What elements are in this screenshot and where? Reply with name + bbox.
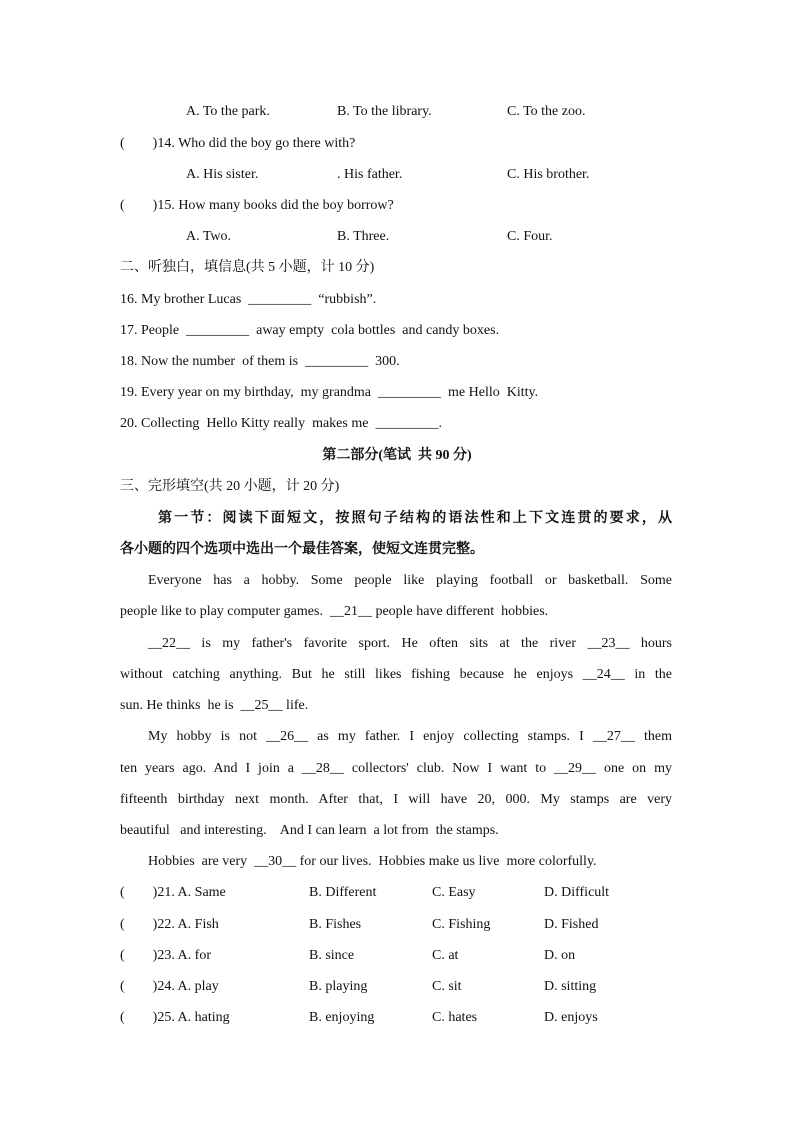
mc-question-22: ( )22. A. Fish [120,917,219,932]
q14-option-a: A. His sister. [186,167,259,182]
fill-line-19: 19. Every year on my birthday, my grandma _________ me Hello Kitty. [120,385,539,400]
fill-line-20: 20. Collecting Hello Kitty really makes me _________. [120,416,442,431]
passage-line-1: Everyone has a hobby. Some people like playing football or basketball. Some [148,573,672,588]
fill-line-16: 16. My brother Lucas _________ “rubbish”. [120,292,377,307]
mc-24-option-b: B. playing [309,979,368,994]
mc-21-option-d: D. Difficult [544,885,610,900]
fill-line-17: 17. People _________ away empty cola bottles and candy boxes. [120,323,500,338]
passage-line-6: My hobby is not __26__ as my father. I enjoy collecting stamps. I __27__ them [148,729,672,744]
passage-line-7: ten years ago. And I join a __28__ collectors' club. Now I want to __29__ one on my [120,761,672,776]
mc-23-option-c: C. at [432,948,459,963]
fill-line-18: 18. Now the number of them is _________ 300. [120,354,400,369]
q13-option-a: A. To the park. [186,104,270,119]
instruction-line-2: 各小题的四个选项中选出一个最佳答案，使短文连贯完整。 [120,542,484,557]
passage-line-9: beautiful and interesting. And I can learn a lot from the stamps. [120,823,499,838]
mc-23-option-b: B. since [309,948,355,963]
q14-option-b: . His father. [337,167,403,182]
q15-option-a: A. Two. [186,229,232,244]
passage-line-3: __22__ is my father's favorite sport. He often sits at the river __23__ hours [148,636,672,651]
instruction-line-1: 第一节：阅读下面短文，按照句子结构的语法性和上下文连贯的要求，从 [158,511,672,526]
mc-25-option-d: D. enjoys [544,1010,598,1025]
mc-question-24: ( )24. A. play [120,979,219,994]
passage-line-8: fifteenth birthday next month. After that, I will have 20, 000. My stamps are very [120,792,672,807]
mc-22-option-c: C. Fishing [432,917,491,932]
q13-option-c: C. To the zoo. [507,104,586,119]
mc-22-option-d: D. Fished [544,917,599,932]
passage-line-10: Hobbies are very __30__ for our lives. Hobbies make us live more colorfully. [148,854,597,869]
mc-question-21: ( )21. A. Same [120,885,226,900]
mc-question-23: ( )23. A. for [120,948,211,963]
passage-line-2: people like to play computer games. __21__ people have different hobbies. [120,604,549,619]
question-14: ( )14. Who did the boy go there with? [120,136,356,151]
mc-25-option-b: B. enjoying [309,1010,375,1025]
mc-23-option-d: D. on [544,948,576,963]
q15-option-c: C. Four. [507,229,553,244]
mc-22-option-b: B. Fishes [309,917,362,932]
q15-option-b: B. Three. [337,229,390,244]
passage-line-5: sun. He thinks he is __25__ life. [120,698,309,713]
mc-21-option-b: B. Different [309,885,377,900]
mc-24-option-d: D. sitting [544,979,597,994]
question-15: ( )15. How many books did the boy borrow? [120,198,394,213]
part-2-heading: 第二部分(笔试 共 90 分) [322,448,472,463]
section-2-heading: 二、听独白，填信息(共 5 小题，计 10 分) [120,260,375,275]
mc-25-option-c: C. hates [432,1010,478,1025]
mc-24-option-c: C. sit [432,979,462,994]
passage-line-4: without catching anything. But he still likes fishing because he enjoys __24__ in the [120,667,672,682]
q13-option-b: B. To the library. [337,104,432,119]
section-3-heading: 三、完形填空(共 20 小题，计 20 分) [120,479,340,494]
mc-21-option-c: C. Easy [432,885,476,900]
q14-option-c: C. His brother. [507,167,590,182]
mc-question-25: ( )25. A. hating [120,1010,230,1025]
